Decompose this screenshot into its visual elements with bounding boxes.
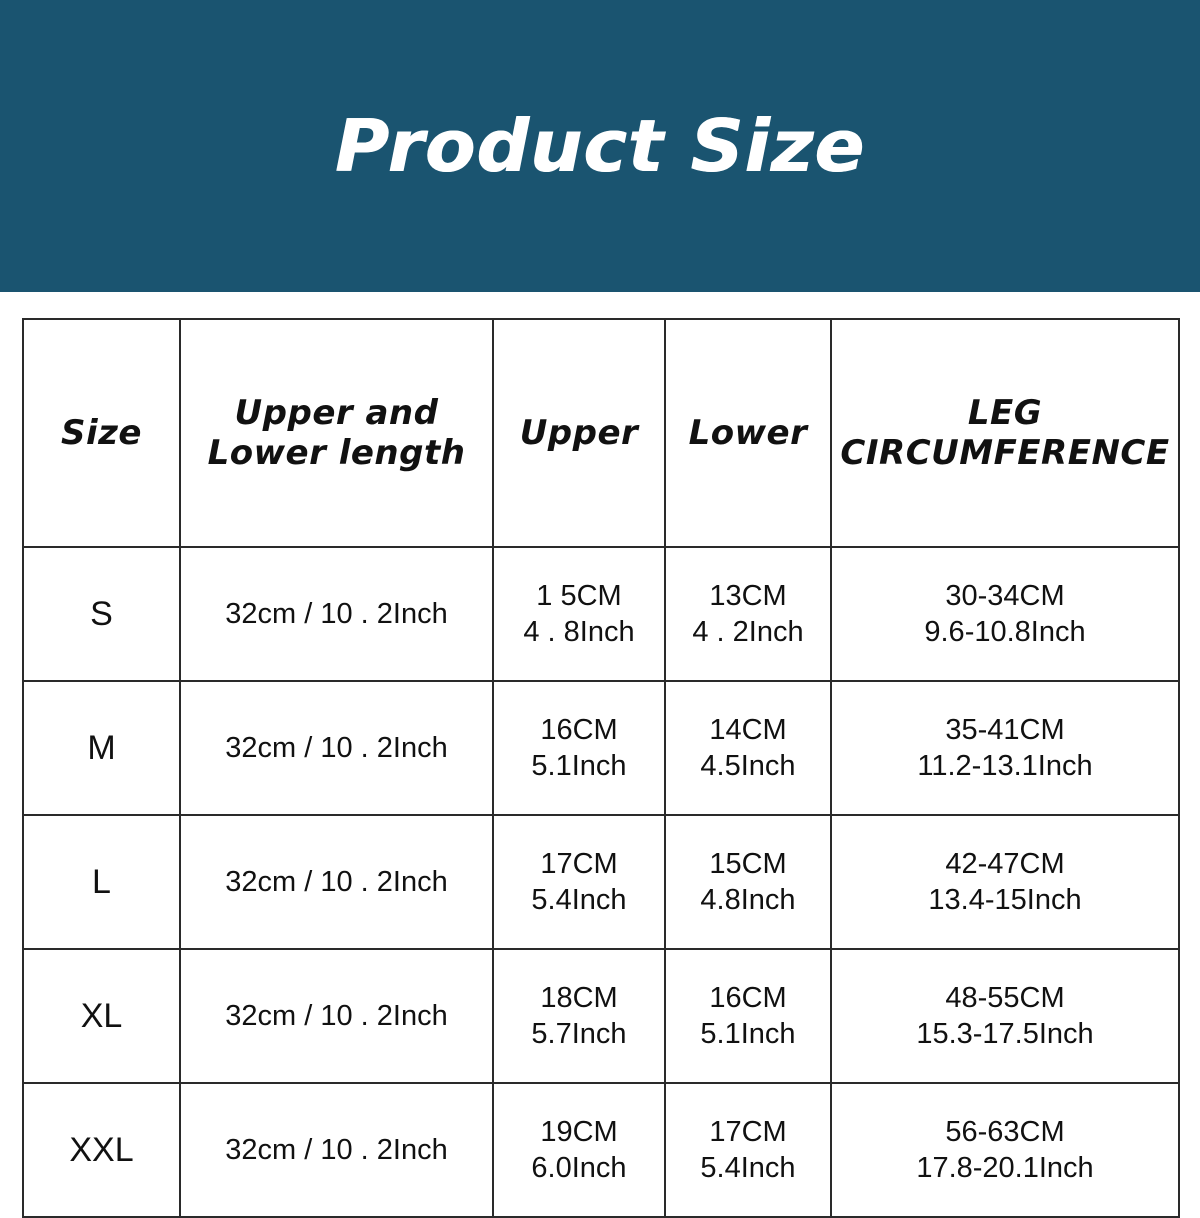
cell-leg-cm: 35-41CM — [945, 713, 1065, 746]
cell-leg-circumference — [831, 949, 1179, 1083]
cell-lower — [665, 949, 831, 1083]
header-upper: Upper — [493, 319, 665, 547]
cell-size: M — [23, 681, 180, 815]
cell-leg-cm: 48-55CM — [945, 981, 1065, 1014]
cell-lower-cm: 16CM — [709, 981, 787, 1014]
cell-lower-inch: 5.1Inch — [700, 1018, 796, 1050]
cell-upper-inch: 5.4Inch — [531, 884, 627, 916]
table-row — [23, 681, 1179, 815]
table-row — [23, 547, 1179, 681]
cell-leg-circumference — [831, 547, 1179, 681]
cell-size: L — [23, 815, 180, 949]
cell-leg-cm: 56-63CM — [945, 1115, 1065, 1148]
cell-lower — [665, 681, 831, 815]
cell-upper-cm: 1 5CM — [536, 579, 622, 612]
cell-upper-cm: 18CM — [540, 981, 618, 1014]
cell-size: S — [23, 547, 180, 681]
header-banner — [0, 0, 1200, 292]
cell-leg-inch: 13.4-15Inch — [928, 884, 1082, 916]
header-size: Size — [23, 319, 180, 547]
cell-upper-cm: 17CM — [540, 847, 618, 880]
cell-lower — [665, 1083, 831, 1217]
cell-leg-circumference — [831, 815, 1179, 949]
cell-lower — [665, 547, 831, 681]
cell-lower-cm: 17CM — [709, 1115, 787, 1148]
cell-lower-cm: 15CM — [709, 847, 787, 880]
cell-upper-and-lower-length: 32cm / 10 . 2Inch — [180, 1083, 493, 1217]
cell-upper-inch: 5.1Inch — [531, 750, 627, 782]
cell-lower-cm: 14CM — [709, 713, 787, 746]
cell-upper-and-lower-length: 32cm / 10 . 2Inch — [180, 547, 493, 681]
cell-lower-inch: 5.4Inch — [700, 1152, 796, 1184]
cell-upper-and-lower-length: 32cm / 10 . 2Inch — [180, 681, 493, 815]
table-row — [23, 1083, 1179, 1217]
cell-upper — [493, 1083, 665, 1217]
cell-lower-inch: 4 . 2Inch — [692, 616, 804, 648]
header-upper-and-lower-length: Upper and Lower length — [180, 319, 493, 547]
cell-upper — [493, 547, 665, 681]
cell-upper-inch: 4 . 8Inch — [523, 616, 635, 648]
table-row — [23, 949, 1179, 1083]
cell-size: XL — [23, 949, 180, 1083]
table-header-row — [23, 319, 1179, 547]
cell-size: XXL — [23, 1083, 180, 1217]
cell-upper-cm: 19CM — [540, 1115, 618, 1148]
size-table-container — [22, 318, 1178, 1184]
cell-leg-cm: 42-47CM — [945, 847, 1065, 880]
cell-lower — [665, 815, 831, 949]
cell-lower-cm: 13CM — [709, 579, 787, 612]
cell-leg-inch: 11.2-13.1Inch — [917, 750, 1093, 782]
cell-lower-inch: 4.5Inch — [700, 750, 796, 782]
cell-upper — [493, 681, 665, 815]
size-table — [22, 318, 1180, 1218]
cell-upper-and-lower-length: 32cm / 10 . 2Inch — [180, 949, 493, 1083]
cell-leg-circumference — [831, 1083, 1179, 1217]
cell-leg-inch: 9.6-10.8Inch — [924, 616, 1086, 648]
table-body — [23, 547, 1179, 1217]
cell-leg-inch: 17.8-20.1Inch — [916, 1152, 1094, 1184]
cell-upper-inch: 6.0Inch — [531, 1152, 627, 1184]
cell-leg-cm: 30-34CM — [945, 579, 1065, 612]
cell-upper-inch: 5.7Inch — [531, 1018, 627, 1050]
header-leg-circumference: LEG CIRCUMFERENCE — [831, 319, 1179, 547]
table-row — [23, 815, 1179, 949]
cell-upper — [493, 949, 665, 1083]
table-header — [23, 319, 1179, 547]
cell-upper-cm: 16CM — [540, 713, 618, 746]
cell-upper — [493, 815, 665, 949]
page-title: Product Size — [334, 104, 866, 188]
cell-leg-inch: 15.3-17.5Inch — [916, 1018, 1094, 1050]
header-lower: Lower — [665, 319, 831, 547]
cell-upper-and-lower-length: 32cm / 10 . 2Inch — [180, 815, 493, 949]
cell-lower-inch: 4.8Inch — [700, 884, 796, 916]
cell-leg-circumference — [831, 681, 1179, 815]
